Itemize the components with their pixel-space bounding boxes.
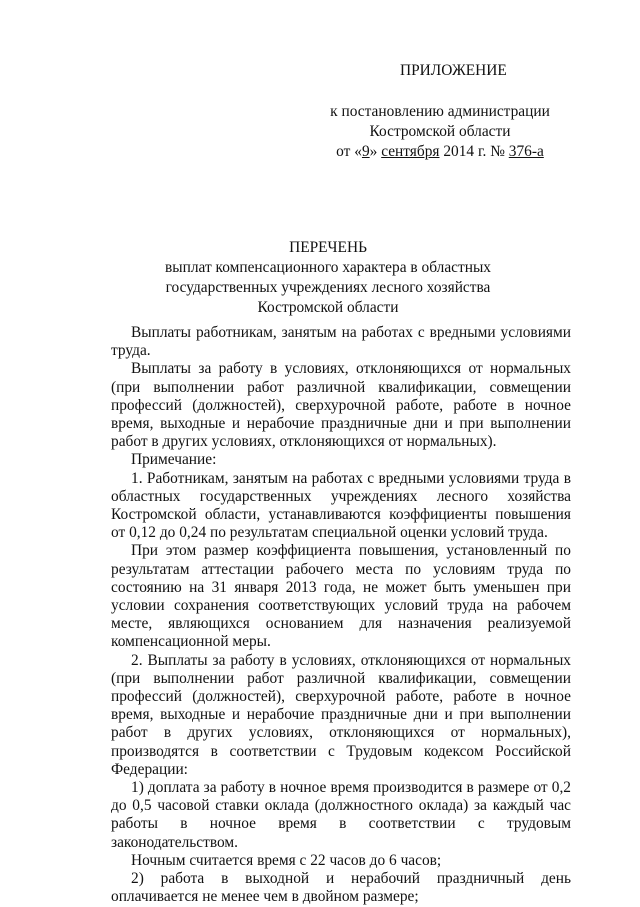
- paragraph-1: Выплаты работникам, занятым на работах с вредными условиями труда.: [111, 324, 571, 360]
- heading-line-1: выплат компенсационного характера в областных: [165, 259, 491, 276]
- appendix-title: ПРИЛОЖЕНИЕ: [400, 62, 507, 79]
- date-day: 9: [361, 143, 370, 160]
- heading-line-2: государственных учреждениях лесного хозяйства: [165, 279, 491, 296]
- document-body: [111, 324, 571, 907]
- paragraph-night-hours: Ночным считается время с 22 часов до 6 часов;: [131, 851, 442, 869]
- paragraph-night-pay: 1) доплата за работу в ночное время производится в размере от 0,2 до 0,5 часовой ставки оклада (должностного оклада) за каждый час работы в ночное время в соответствии с трудовым законодательством.: [111, 779, 571, 851]
- note-label: Примечание:: [131, 451, 217, 469]
- date-month: сентября: [381, 143, 440, 160]
- appendix-reference: [320, 102, 560, 162]
- appendix-line-1: к постановлению администрации: [330, 103, 550, 120]
- heading-line-3: Костромской области: [257, 299, 399, 316]
- heading-title: ПЕРЕЧЕНЬ: [289, 239, 367, 256]
- paragraph-weekend-pay: 2) работа в выходной и нерабочий праздничный день оплачивается не менее чем в двойном размере;: [111, 870, 571, 906]
- document-heading: [110, 238, 546, 318]
- paragraph-note-1-detail: При этом размер коэффициента повышения, установленный по результатам аттестации рабочего места по условиям труда по состоянию на 31 января 2013 года, не может быть уменьшен при условии сохранения соответствующих условий труда на рабочем месте, являющихся основанием для назначения реализуемой компенсационной меры.: [111, 542, 571, 651]
- paragraph-note-1: 1. Работникам, занятым на работах с вредными условиями труда в областных государственных учреждениях лесного хозяйства Костромской области, устанавливаются коэффициенты повышения от 0,12 до 0,24 по результатам специальной оценки условий труда.: [111, 469, 571, 542]
- date-prefix: от «: [336, 143, 362, 160]
- paragraph-note-2: 2. Выплаты за работу в условиях, отклоняющихся от нормальных (при выполнении работ различной квалификации, совмещении профессий (должностей), сверхурочной работе, работе в ночное время, выходные и нерабочие праздничные дни и при выполнении работ в других условиях, отклоняющихся от нормальных), производятся в соответствии с Трудовым кодексом Российской Федерации:: [111, 651, 571, 778]
- appendix-line-2: Костромской области: [369, 123, 511, 140]
- date-mid: »: [369, 143, 382, 160]
- paragraph-2: Выплаты за работу в условиях, отклоняющихся от нормальных (при выполнении работ различной квалификации, совмещении профессий (должностей), сверхурочной работе, работе в ночное время, выходные и нерабочие праздничные дни и при выполнении работ в других условиях, отклоняющихся от нормальных).: [111, 360, 571, 451]
- resolution-number: 376-а: [508, 143, 544, 160]
- date-year: 2014 г. №: [439, 143, 509, 160]
- appendix-date-line: [320, 142, 560, 162]
